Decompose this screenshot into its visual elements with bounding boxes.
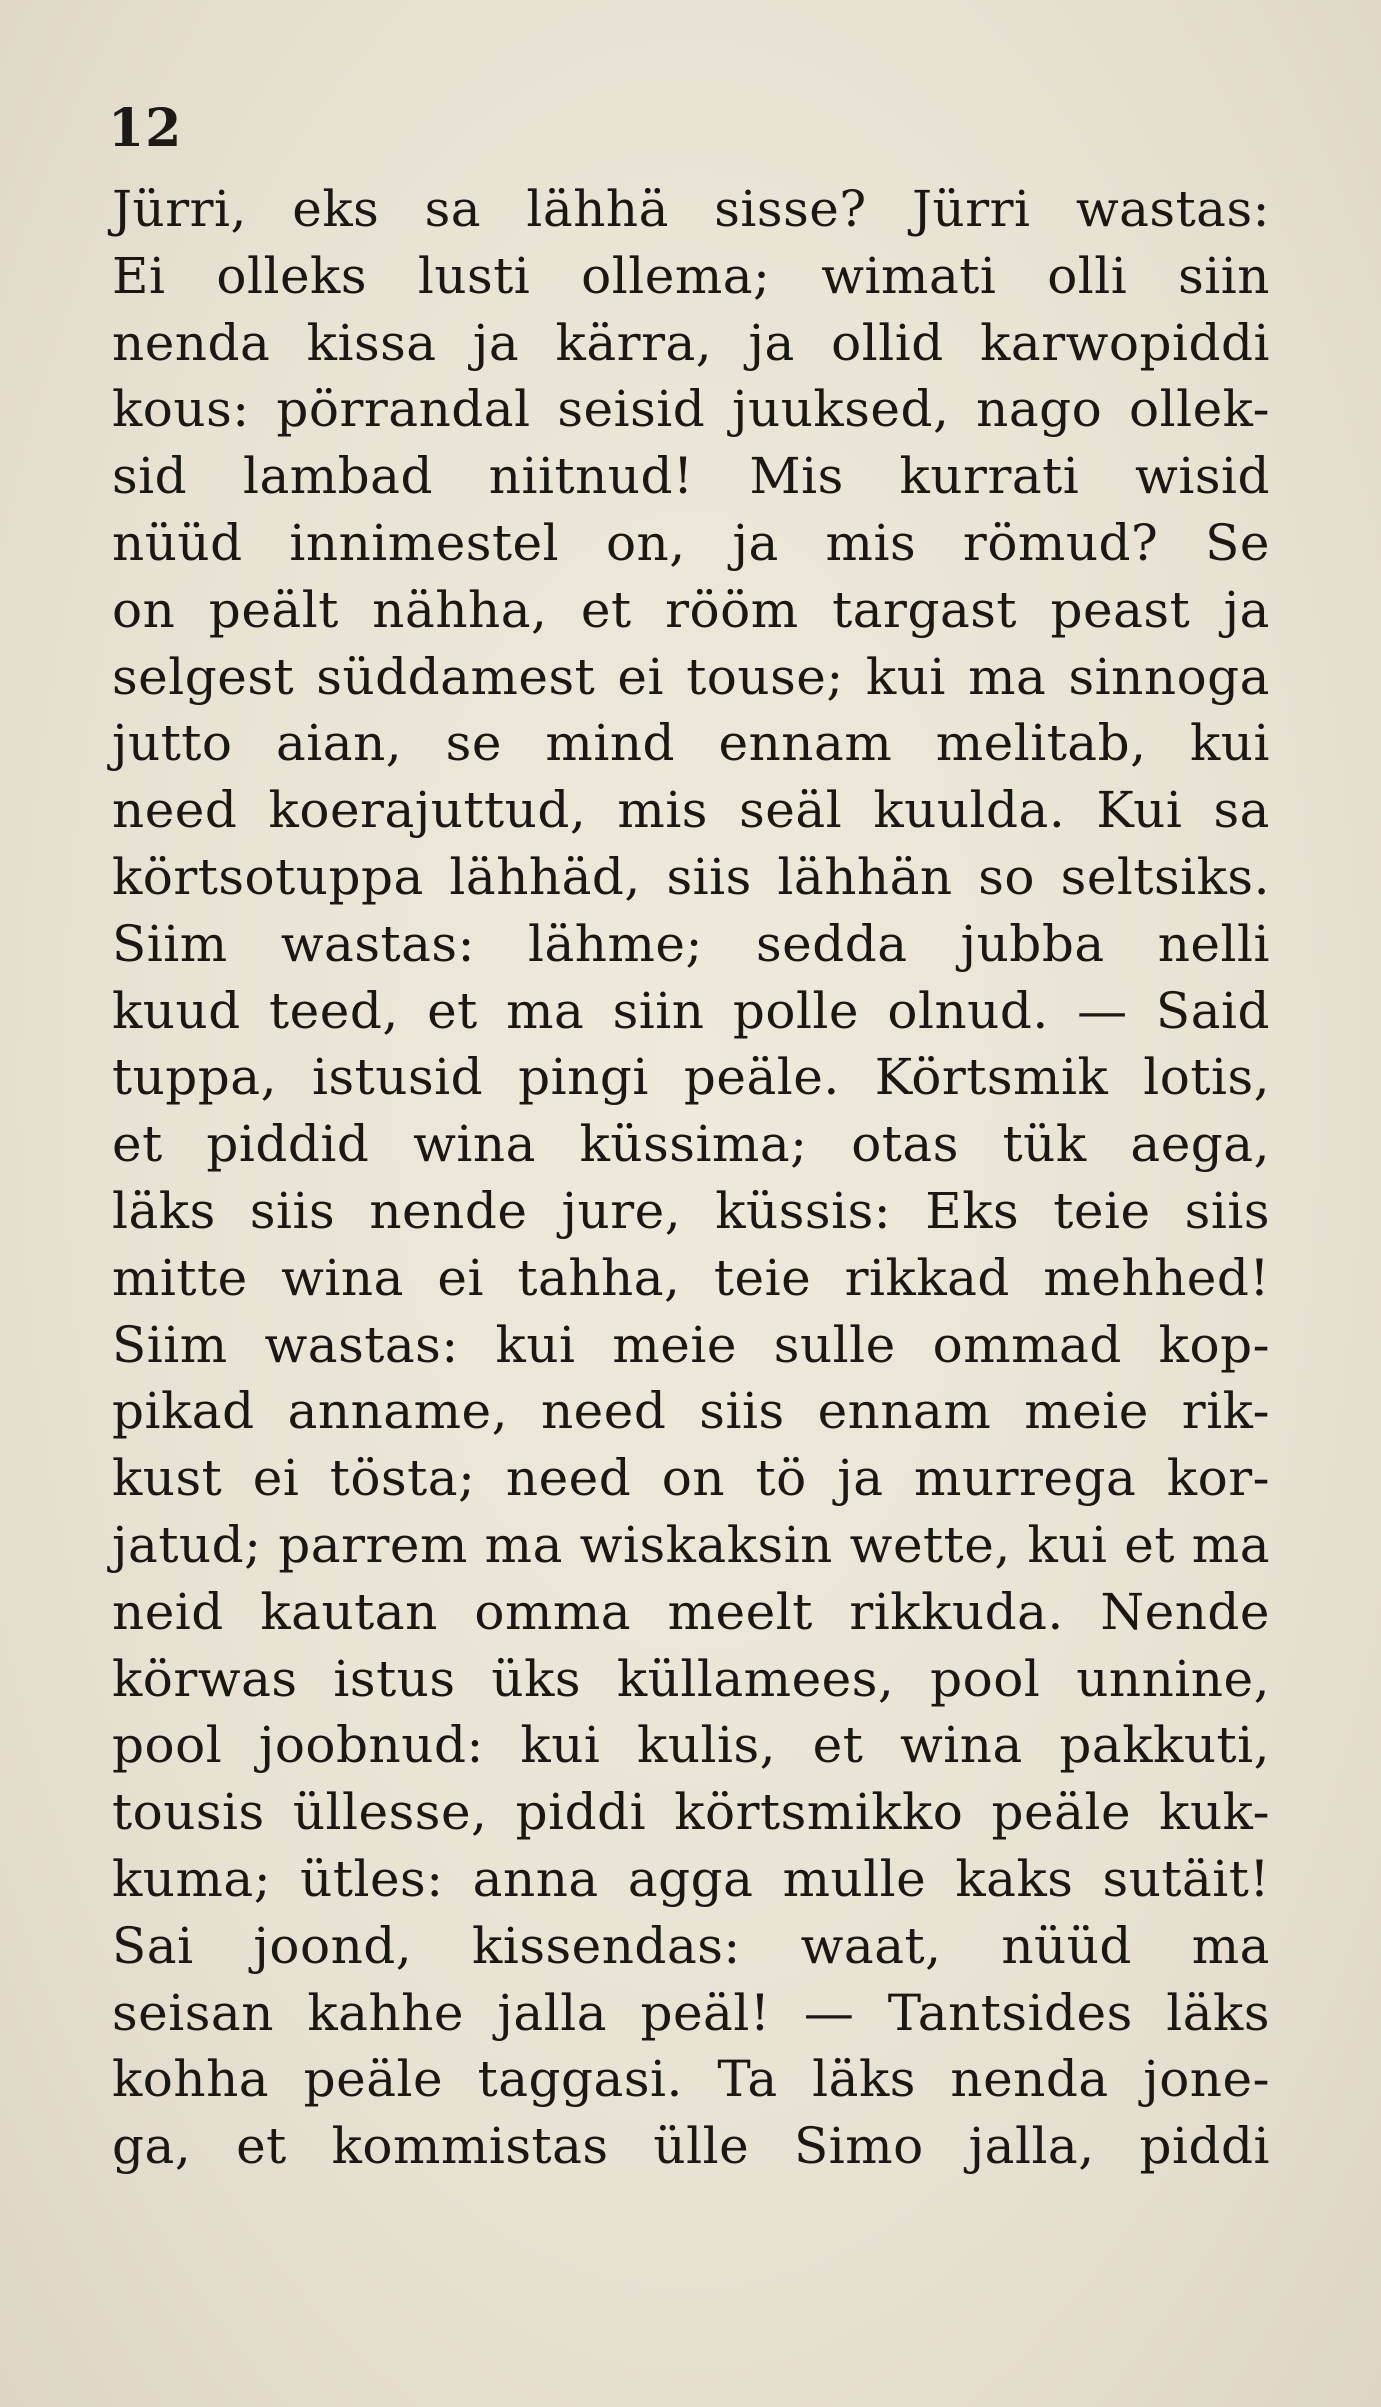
text-line: kuud teed, et ma siin polle olnud. — Said — [112, 981, 1270, 1040]
text-line: mitte wina ei tahha, teie rikkad mehhed! — [112, 1248, 1270, 1307]
text-line: sid lambad niitnud! Mis kurrati wisid — [112, 447, 1270, 506]
text-line: tuppa, istusid pingi peäle. Körtsmik lotis, — [112, 1048, 1270, 1107]
text-line: pikad anname, need siis ennam meie rik- — [112, 1382, 1270, 1441]
text-line: körtsotuppa lähhäd, siis lähhän so seltsiks. — [112, 847, 1270, 906]
text-line: läks siis nende jure, küssis: Eks teie siis — [112, 1181, 1270, 1240]
text-line: Siim wastas: kui meie sulle ommad kop- — [112, 1315, 1270, 1374]
text-line: pool joobnud: kui kulis, et wina pakkuti, — [112, 1716, 1270, 1775]
text-line: Ei olleks lusti ollema; wimati olli siin — [112, 246, 1270, 305]
text-line: neid kautan omma meelt rikkuda. Nende — [112, 1582, 1270, 1641]
text-line: nüüd innimestel on, ja mis römud? Se — [112, 513, 1270, 572]
body-text — [112, 176, 1270, 2180]
page-number: 12 — [108, 98, 183, 159]
text-line: jutto aian, se mind ennam melitab, kui — [112, 714, 1270, 773]
text-line: kuma; ütles: anna agga mulle kaks sutäit! — [112, 1849, 1270, 1908]
text-line: Siim wastas: lähme; sedda jubba nelli — [112, 914, 1270, 973]
text-line: jatud; parrem ma wiskaksin wette, kui et ma — [112, 1515, 1270, 1574]
text-line: et piddid wina küssima; otas tük aega, — [112, 1115, 1270, 1174]
text-line: seisan kahhe jalla peäl! — Tantsides läks — [112, 1983, 1270, 2042]
text-line: kust ei tösta; need on tö ja murrega kor- — [112, 1449, 1270, 1508]
text-line: körwas istus üks küllamees, pool unnine, — [112, 1649, 1270, 1708]
text-line: ga, et kommistas ülle Simo jalla, piddi — [112, 2117, 1270, 2176]
text-line: kohha peäle taggasi. Ta läks nenda jone- — [112, 2050, 1270, 2109]
text-line: selgest süddamest ei touse; kui ma sinnoga — [112, 647, 1270, 706]
text-line: tousis üllesse, piddi körtsmikko peäle kuk- — [112, 1783, 1270, 1842]
text-line: kous: pörrandal seisid juuksed, nago ollek- — [112, 380, 1270, 439]
text-line: Jürri, eks sa lähhä sisse? Jürri wastas: — [112, 180, 1270, 238]
text-line: Sai joond, kissendas: waat, nüüd ma — [112, 1916, 1270, 1975]
text-line: on peält nähha, et rööm targast peast ja — [112, 580, 1270, 639]
text-line: need koerajuttud, mis seäl kuulda. Kui sa — [112, 781, 1270, 840]
text-line: nenda kissa ja kärra, ja ollid karwopiddi — [112, 313, 1270, 372]
